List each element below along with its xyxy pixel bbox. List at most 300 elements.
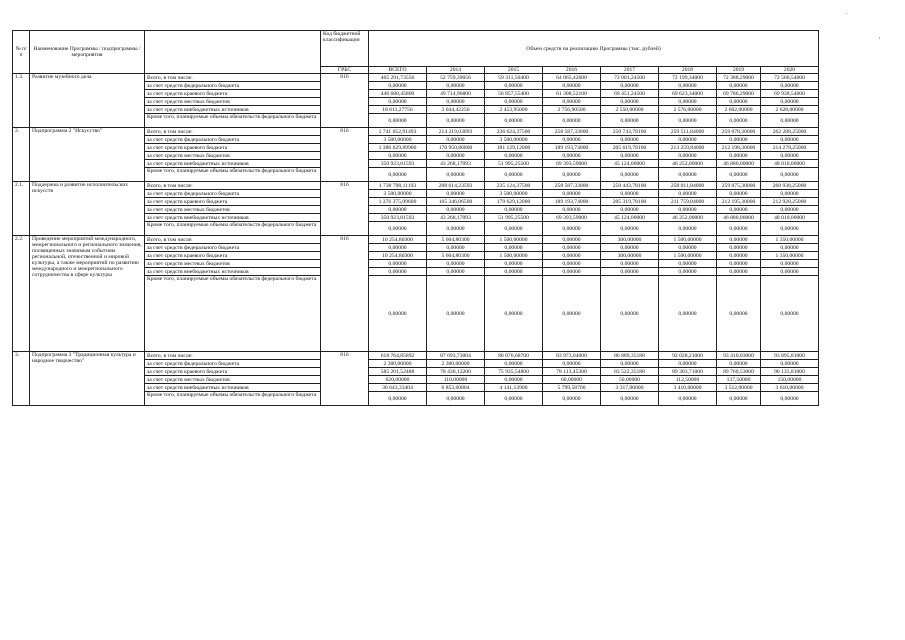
funding-source-label: Кроме того, планируемые объемы обязательств федерального бюджета [145,168,321,182]
year-value: 214 278,25000 [761,144,819,152]
year-value: 0,00000 [717,222,761,236]
year-value: 83 973,04000 [543,352,601,360]
year-value: 0,00000 [427,392,485,406]
year-value: 205 319,78100 [601,198,659,206]
year-value: 0,00000 [761,136,819,144]
year-value: 0,00000 [485,276,543,352]
funding-source-label: за счет средств местных бюджетов [145,260,321,268]
header-name: Наименование Программы / подпрограммы / мероприятия [30,31,145,74]
row-number: 2.1. [13,182,30,236]
funding-source-label: за счет средств краевого бюджета [145,368,321,376]
funding-source-label: за счет средств федерального бюджета [145,244,321,252]
year-value: 250 743,78100 [601,128,659,136]
year-value: 259 078,30000 [717,128,761,136]
total-value: 0,00000 [369,82,427,90]
year-value: 0,00000 [427,190,485,198]
year-value: 45 124,00000 [601,214,659,222]
year-value: 0,00000 [717,152,761,160]
year-value: 0,00000 [543,268,601,276]
year-value: 0,00000 [761,244,819,252]
year-value: 0,00000 [543,360,601,368]
year-value: 0,00000 [427,98,485,106]
year-value: 0,00000 [543,190,601,198]
year-value: 0,00000 [485,360,543,368]
year-value: 259 075,30000 [717,182,761,190]
year-value: 0,00000 [485,260,543,268]
funding-source-label: за счет средств местных бюджетов [145,206,321,214]
year-value: 0,00000 [427,114,485,128]
year-value: 0,00000 [717,360,761,368]
year-value: 258 587,33000 [543,182,601,190]
year-value: 0,00000 [601,136,659,144]
year-value: 69 623,34000 [659,90,717,98]
year-value: 0,00000 [717,98,761,106]
year-value: 0,00000 [717,236,761,244]
year-value: 0,00000 [761,98,819,106]
total-value: 0,00000 [369,168,427,182]
total-value: 10 254,80300 [369,236,427,244]
funding-source-label: за счет средств федерального бюджета [145,360,321,368]
year-value: 0,00000 [761,222,819,236]
year-value: 211 759,84000 [659,198,717,206]
year-value: 0,00000 [601,260,659,268]
year-value: 0,00000 [717,392,761,406]
year-value: 3 044,42256 [427,106,485,114]
year-value: 0,00000 [717,276,761,352]
year-value: 0,00000 [659,206,717,214]
year-value: 0,00000 [543,114,601,128]
year-value: 235 124,37500 [485,182,543,190]
year-value: 0,00000 [601,276,659,352]
year-value: 49 714,96800 [427,90,485,98]
year-value: 0,00000 [427,260,485,268]
year-value: 64 065,42600 [543,74,601,82]
funding-source-label: Кроме того, планируемые объемы обязательств федерального бюджета [145,276,321,352]
year-value: 87 693,73004 [427,352,485,360]
year-value: 56 857,55400 [485,90,543,98]
funding-source-label: Всего, в том числе: [145,182,321,190]
year-value: 1 350,00000 [761,236,819,244]
year-value: 213 259,84000 [659,144,717,152]
table-row [13,352,819,360]
total-value: 620,00000 [369,376,427,384]
total-value: 350 923,01593 [369,214,427,222]
year-value: 0,00000 [485,222,543,236]
year-value: 212 928,25000 [761,198,819,206]
year-value: 60,00000 [543,376,601,384]
year-value: 3 500,00000 [485,136,543,144]
year-value: 89 303,71000 [659,368,717,376]
year-value: 0,00000 [717,206,761,214]
funding-source-label: за счет средств местных бюджетов [145,376,321,384]
year-value: 262 288,25000 [761,128,819,136]
year-value: 61 308,52100 [543,90,601,98]
year-value: 51 995,25500 [485,214,543,222]
year-value: 93 895,81000 [761,352,819,360]
year-value: 0,00000 [543,152,601,160]
year-value: 3 610,00000 [761,384,819,392]
year-value: 0,00000 [601,168,659,182]
year-value: 46 880,00000 [717,160,761,168]
year-value: 0,00000 [761,82,819,90]
total-value: 0,00000 [369,276,427,352]
funding-source-label: Кроме того, планируемые объемы обязательств федерального бюджета [145,222,321,236]
year-value: 110,00000 [427,376,485,384]
year-value: 0,00000 [659,268,717,276]
year-value: 0,00000 [761,392,819,406]
year-value: 90 135,81000 [761,368,819,376]
year-value: 0,00000 [543,168,601,182]
year-value: 0,00000 [717,82,761,90]
header-grbs: ГРБС [321,67,369,74]
year-value: 260 938,25000 [761,182,819,190]
year-value: 0,00000 [543,244,601,252]
grbs-code: 816 [321,236,369,352]
year-value: 69 393,59000 [543,214,601,222]
total-value: 350 923,01593 [369,160,427,168]
year-value: 46 880,00000 [717,214,761,222]
year-value: 258 587,33000 [543,128,601,136]
year-value: 0,00000 [485,244,543,252]
total-value: 0,00000 [369,152,427,160]
year-value: 0,00000 [427,82,485,90]
year-value: 0,00000 [601,222,659,236]
year-value: 3 410,00000 [659,384,717,392]
year-value: 0,00000 [761,268,819,276]
grbs-code: 816 [321,352,369,406]
header-num: № п/п [13,31,30,74]
grbs-code: 816 [321,182,369,236]
year-value: 72 199,34000 [659,74,717,82]
row-number: 3. [13,352,30,406]
year-value: 43 268,17093 [427,214,485,222]
year-value: 72 001,24500 [601,74,659,82]
total-value: 3 500,00000 [369,190,427,198]
year-value: 72 566,54000 [761,74,819,82]
year-value: 205 619,78100 [601,144,659,152]
year-value: 1 500,00000 [659,252,717,260]
funding-source-label: за счет средств местных бюджетов [145,98,321,106]
total-value: 30 643,33404 [369,384,427,392]
program-name: Подпрограмма 3 "Традиционная культура и народное творчество" [30,352,145,406]
year-value: 0,00000 [659,392,717,406]
year-value: 0,00000 [485,82,543,90]
year-value: 0,00000 [659,222,717,236]
year-value: 89 760,53000 [717,368,761,376]
year-value: 3 500,00000 [485,190,543,198]
year-value: 212 195,30000 [717,198,761,206]
year-value: 0,00000 [485,114,543,128]
total-value: 446 680,45800 [369,90,427,98]
year-value: 150,00000 [761,376,819,384]
year-value: 0,00000 [543,82,601,90]
total-value: 465 291,73556 [369,74,427,82]
table-row [13,182,819,190]
year-value: 0,00000 [543,136,601,144]
year-value: 2 550,00000 [601,106,659,114]
year-value: 1 350,00000 [761,252,819,260]
funding-source-label: Всего, в том числе: [145,236,321,244]
funding-source-label: за счет средств краевого бюджета [145,252,321,260]
year-value: 2 602,00000 [717,106,761,114]
year-value: 0,00000 [659,152,717,160]
funding-source-label: за счет средств краевого бюджета [145,144,321,152]
total-value: 10 254,80300 [369,252,427,260]
year-value: 165 346,06500 [427,198,485,206]
year-value: 46 252,00000 [659,214,717,222]
year-value: 0,00000 [717,260,761,268]
total-value: 1 730 798,11193 [369,182,427,190]
total-value: 0,00000 [369,392,427,406]
year-value: 72 388,29000 [717,74,761,82]
year-value: 0,00000 [659,168,717,182]
grbs-code: 816 [321,74,369,128]
header-blank [145,31,321,74]
budget-table-sheet [12,30,819,406]
year-value: 0,00000 [761,276,819,352]
funding-source-label: Всего, в том числе: [145,128,321,136]
grbs-code: 816 [321,128,369,182]
year-value: 214 219,03893 [427,128,485,136]
year-value: 2 628,00000 [761,106,819,114]
year-value: 0,00000 [543,236,601,244]
total-value: 585 201,52488 [369,368,427,376]
total-value: 2 300,00000 [369,360,427,368]
year-value: 86 889,35188 [601,352,659,360]
funding-source-label: за счет средств внебюджетных источников [145,214,321,222]
year-value: 59 311,50400 [485,74,543,82]
year-value: 0,00000 [485,152,543,160]
year-value: 1 500,00000 [485,252,543,260]
funding-source-label: Всего, в том числе: [145,74,321,82]
funding-source-label: Кроме того, планируемые объемы обязательств федерального бюджета [145,392,321,406]
program-name: Проведение мероприятий международного, межрегионального и регионального значения, посвященных значимым событиям региональной, отечественной и мировой культуры, а также мероприятий по развитию международного и межрегионального сотрудничества в сфере культуры [30,236,145,352]
year-value: 51 995,25500 [485,160,543,168]
year-value: 0,00000 [659,276,717,352]
row-number: 2.2. [13,236,30,352]
year-value: 0,00000 [485,98,543,106]
total-value: 1 376 375,09600 [369,198,427,206]
funding-source-label: за счет средств внебюджетных источников [145,268,321,276]
year-value: 0,00000 [761,360,819,368]
total-value: 0,00000 [369,98,427,106]
budget-table [12,30,819,406]
year-value: 2 576,00000 [659,106,717,114]
row-number: 1.3. [13,74,30,128]
header-year: 2020 [761,67,819,74]
year-value: 0,00000 [717,114,761,128]
year-value: 93 410,03000 [717,352,761,360]
year-value: 259 511,84000 [659,128,717,136]
year-value: 80 076,68700 [485,352,543,360]
year-value: 0,00000 [659,82,717,90]
year-value: 0,00000 [485,376,543,384]
year-value: 0,00000 [427,276,485,352]
year-value: 0,00000 [761,190,819,198]
row-number: 2. [13,128,30,182]
year-value: 0,00000 [543,276,601,352]
year-value: 300,00000 [601,236,659,244]
year-value: 2 756,90500 [543,106,601,114]
year-value: 2 300,00000 [427,360,485,368]
table-row [13,128,819,136]
year-value: 0,00000 [601,392,659,406]
year-value: 0,00000 [761,206,819,214]
year-value: 69 938,54000 [761,90,819,98]
year-value: 1 500,00000 [485,236,543,244]
total-value: 0,00000 [369,244,427,252]
year-value: 0,00000 [427,168,485,182]
header-year: 2018 [659,67,717,74]
scan-mark: . [846,10,848,16]
year-value: 83 522,35188 [601,368,659,376]
year-value: 2 453,95000 [485,106,543,114]
year-value: 0,00000 [761,260,819,268]
header-year: 2019 [717,67,761,74]
year-value: 0,00000 [601,206,659,214]
table-row [13,74,819,82]
total-value: 3 500,00000 [369,136,427,144]
total-value: 0,00000 [369,114,427,128]
year-value: 0,00000 [485,206,543,214]
year-value: 5 604,80300 [427,236,485,244]
year-value: 0,00000 [601,268,659,276]
year-value: 0,00000 [601,190,659,198]
header-total: ВСЕГО [369,67,427,74]
year-value: 0,00000 [601,360,659,368]
year-value: 69 451,24500 [601,90,659,98]
year-value: 0,00000 [659,136,717,144]
funding-source-label: за счет средств федерального бюджета [145,136,321,144]
year-value: 0,00000 [427,136,485,144]
year-value: 0,00000 [427,268,485,276]
year-value: 300,00000 [601,252,659,260]
total-value: 0,00000 [369,222,427,236]
funding-source-label: за счет средств внебюджетных источников [145,384,321,392]
program-name: Подпрограмма 2 "Искусство" [30,128,145,182]
year-value: 78 113,45300 [543,368,601,376]
year-value: 189 193,74000 [543,198,601,206]
year-value: 48 010,00000 [761,214,819,222]
header-year: 2015 [485,67,543,74]
total-value: 0,00000 [369,260,427,268]
year-value: 0,00000 [761,168,819,182]
year-value: 0,00000 [717,244,761,252]
year-value: 0,00000 [485,168,543,182]
year-value: 75 935,54800 [485,368,543,376]
year-value: 0,00000 [659,114,717,128]
year-value: 0,00000 [427,244,485,252]
year-value: 5 799,58700 [543,384,601,392]
funding-source-label: за счет средств краевого бюджета [145,90,321,98]
year-value: 236 624,37500 [485,128,543,136]
funding-source-label: за счет средств краевого бюджета [145,198,321,206]
year-value: 78 430,12200 [427,368,485,376]
year-value: 43 268,17093 [427,160,485,168]
program-name: Развитие музейного дела [30,74,145,128]
year-value: 179 629,12000 [485,198,543,206]
year-value: 69 393,59000 [543,160,601,168]
funding-source-label: за счет средств внебюджетных источников [145,106,321,114]
year-value: 6 853,60804 [427,384,485,392]
year-value: 0,00000 [543,206,601,214]
year-value: 4 141,13900 [485,384,543,392]
year-value: 0,00000 [601,82,659,90]
year-value: 0,00000 [543,252,601,260]
year-value: 3 317,00000 [601,384,659,392]
program-name: Поддержка и развитие исполнительских искусств [30,182,145,236]
header-year: 2017 [601,67,659,74]
year-value: 0,00000 [717,168,761,182]
year-value: 0,00000 [427,206,485,214]
year-value: 0,00000 [717,136,761,144]
total-value: 0,00000 [369,206,427,214]
year-value: 0,00000 [601,152,659,160]
header-year: 2016 [543,67,601,74]
year-value: 208 614,23593 [427,182,485,190]
funding-source-label: за счет средств федерального бюджета [145,82,321,90]
year-value: 0,00000 [601,98,659,106]
year-value: 0,00000 [659,244,717,252]
total-value: 618 764,85892 [369,352,427,360]
year-value: 0,00000 [427,222,485,236]
year-value: 69 786,29000 [717,90,761,98]
year-value: 0,00000 [543,260,601,268]
year-value: 170 950,86800 [427,144,485,152]
year-value: 45 124,00000 [601,160,659,168]
year-value: 0,00000 [485,392,543,406]
table-row [13,236,819,244]
year-value: 189 193,74000 [543,144,601,152]
year-value: 0,00000 [601,114,659,128]
year-value: 112,50000 [659,376,717,384]
year-value: 50,00000 [601,376,659,384]
year-value: 3 512,00000 [717,384,761,392]
year-value: 0,00000 [717,268,761,276]
year-value: 258 011,84000 [659,182,717,190]
year-value: 52 759,39056 [427,74,485,82]
year-value: 0,00000 [659,98,717,106]
year-value: 0,00000 [543,98,601,106]
table-header-row [13,31,819,67]
year-value: 0,00000 [543,222,601,236]
year-value: 0,00000 [717,252,761,260]
total-value: 1 386 629,89900 [369,144,427,152]
year-value: 212 198,30000 [717,144,761,152]
year-value: 0,00000 [761,152,819,160]
funding-source-label: за счет средств федерального бюджета [145,190,321,198]
year-value: 0,00000 [427,152,485,160]
year-value: 92 028,21000 [659,352,717,360]
year-value: 0,00000 [485,268,543,276]
funding-source-label: за счет средств внебюджетных источников [145,160,321,168]
year-value: 48 010,00000 [761,160,819,168]
scan-mark: , [879,34,881,40]
total-value: 0,00000 [369,268,427,276]
year-value: 0,00000 [659,360,717,368]
year-value: 137,50000 [717,376,761,384]
year-value: 1 500,00000 [659,236,717,244]
total-value: 1 741 052,91493 [369,128,427,136]
year-value: 0,00000 [761,114,819,128]
funding-source-label: Кроме того, планируемые объемы обязательств федерального бюджета [145,114,321,128]
year-value: 0,00000 [659,190,717,198]
year-value: 0,00000 [543,392,601,406]
year-value: 0,00000 [717,190,761,198]
year-value: 0,00000 [601,244,659,252]
total-value: 18 611,27756 [369,106,427,114]
header-code: Код бюджетной классификации [321,31,369,67]
